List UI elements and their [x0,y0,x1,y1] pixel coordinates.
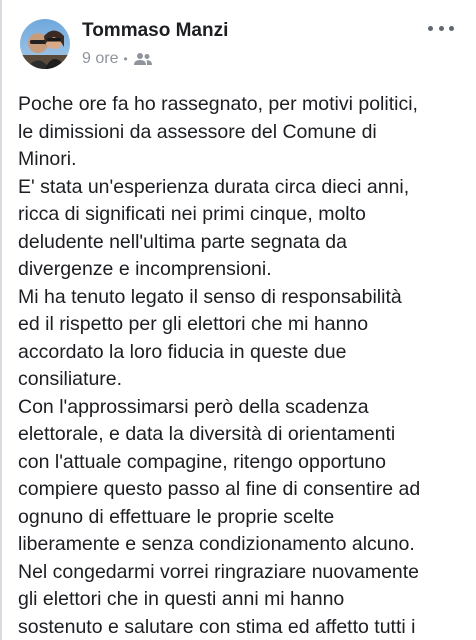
meta-separator: • [123,52,128,66]
post-text-line: sostenuto e salutare con stima ed affetto tutti i [18,615,416,638]
post-text-line: le dimissioni da assessore del Comune di [18,120,377,143]
post-text-line: consiliature. [18,368,123,390]
post-header [2,0,476,80]
friends-icon[interactable] [134,52,152,66]
post-text-line: Poche ore fa ho rassegnato, per motivi politici, [18,93,418,115]
post-text-line: con l'attuale compagine, ritengo opportuno [18,450,386,473]
more-options-icon[interactable] [428,18,454,38]
menu-dot [428,26,433,31]
post-text-line: elettorale, e data la diversità di orientamenti [18,423,396,445]
post-text-line: ognuno di effettuare le proprie scelte [18,505,335,528]
post-text-line: ricca di significati nei primi cinque, molto [18,203,366,225]
post-text-line: liberamente e senza condizionamento alcuno. [18,533,415,555]
post-text-line: Minori. [18,148,77,170]
post-text-line: compiere questo passo al fine di consentire ad [18,478,421,500]
post-text [18,91,476,640]
post-text-line: ed il rispetto per gli elettori che mi hanno [18,313,369,335]
menu-dot [449,26,454,31]
post-time[interactable]: 9 ore [82,50,119,67]
author-name[interactable]: Tommaso Manzi [82,20,229,41]
post-text-line: Con l'approssimarsi però della scadenza [18,395,369,418]
menu-dot [439,26,444,31]
post-text-line: Nel congedarmi vorrei ringraziare nuovamente [18,560,420,583]
post-text-line: Mi ha tenuto legato il senso di responsabilità [18,285,402,308]
avatar[interactable] [20,19,70,69]
post-text-line: divergenze e incomprensioni. [18,258,272,280]
post-text-line: gli elettori che in questi anni mi hanno [18,588,345,610]
post-meta [82,50,152,68]
post-text-line: E' stata un'esperienza durata circa dieci anni, [18,175,410,198]
post-text-line: accordato la loro fiducia in queste due [18,340,347,363]
post-text-line: deludente nell'ultima parte segnata da [18,230,347,253]
